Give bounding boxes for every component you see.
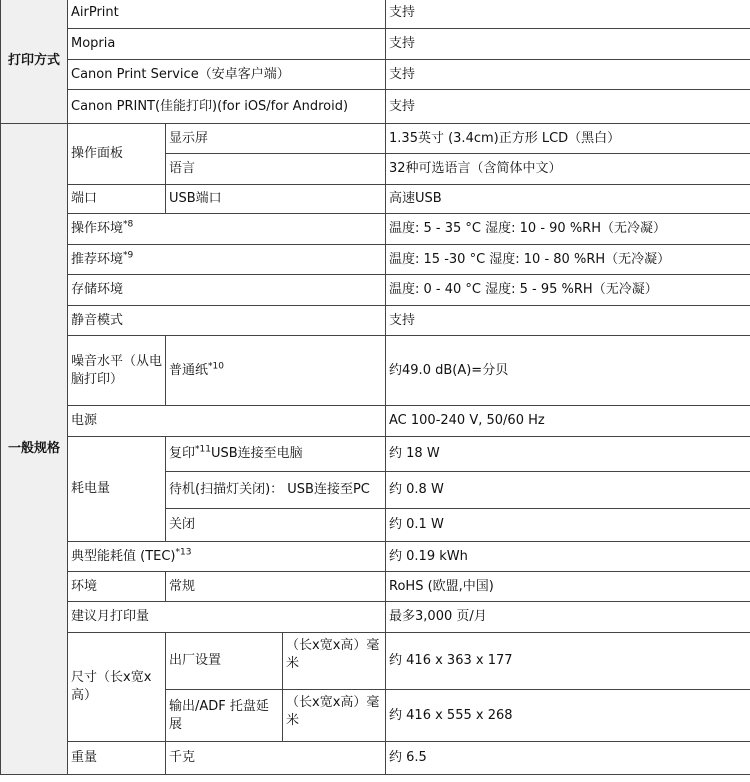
table-row [1,124,750,154]
table-row [1,406,750,437]
row-label-airprint: AirPrint [68,0,386,29]
row-label-canon-print-app: Canon PRINT(佳能打印)(for iOS/for Android) [68,90,386,124]
row-value-port: 高速USB [386,185,750,214]
table-row [1,602,750,633]
table-row [1,60,750,90]
row-sub-port: USB端口 [166,185,386,214]
row-value-off: 约 0.1 W [386,509,750,542]
row-value-storage-env: 温度: 0 - 40 °C 湿度: 5 - 95 %RH（无冷凝） [386,275,750,306]
row-sub-environment: 常规 [166,572,386,602]
table-row [1,306,750,336]
row-label-operation-panel: 操作面板 [68,124,166,185]
row-value-language: 32种可选语言（含简体中文） [386,154,750,185]
row-value-factory: 约 416 x 363 x 177 [386,633,750,690]
row-unit-extended: （长x宽x高）毫米 [283,690,386,742]
row-label-recommended-env [68,245,386,275]
row-value-display: 1.35英寸 (3.4cm)正方形 LCD（黑白） [386,124,750,154]
label-text: 推荐环境 [71,251,124,267]
row-value-operating-env: 温度: 5 - 35 °C 湿度: 10 - 90 %RH（无冷凝） [386,214,750,245]
sub-text: 复印 [169,446,196,461]
row-sub-off: 关闭 [166,509,386,542]
row-value-environment: RoHS (欧盟,中国) [386,572,750,602]
row-label-storage-env: 存储环境 [68,275,386,306]
row-value-weight: 约 6.5 [386,742,750,775]
row-value-canon-print-service: 支持 [386,60,750,90]
row-value-power: AC 100-240 V, 50/60 Hz [386,406,750,437]
row-unit-factory: （长x宽x高）毫米 [283,633,386,690]
row-value-quiet-mode: 支持 [386,306,750,336]
row-label-mopria: Mopria [68,29,386,60]
sub-text: USB连接至电脑 [210,446,303,461]
row-value-copy: 约 18 W [386,437,750,472]
table-row [1,437,750,472]
table-row [1,214,750,245]
row-label-quiet-mode: 静音模式 [68,306,386,336]
row-value-airprint: 支持 [386,0,750,29]
row-sub-factory: 出厂设置 [166,633,283,690]
row-label-tec [68,542,386,572]
table-row [1,29,750,60]
table-row [1,275,750,306]
row-label-power: 电源 [68,406,386,437]
label-text: 操作环境 [71,221,124,236]
row-value-monthly-volume: 最多3,000 页/月 [386,602,750,633]
row-value-standby: 约 0.8 W [386,472,750,509]
row-value-extended: 约 416 x 555 x 268 [386,690,750,742]
row-value-mopria: 支持 [386,29,750,60]
section-print-method: 打印方式 [1,0,68,124]
footnote-ref: *10 [208,361,224,372]
row-sub-copy [166,437,386,472]
row-label-monthly-volume: 建议月打印量 [68,602,386,633]
row-value-tec: 约 0.19 kWh [386,542,750,572]
table-row [1,633,750,690]
row-sub-weight: 千克 [166,742,386,775]
section-general: 一般规格 [1,124,68,775]
footnote-ref: *11 [195,444,211,455]
label-text: 典型能耗值 (TEC) [71,548,176,564]
table-row [1,0,750,29]
table-row [1,572,750,602]
sub-text: 普通纸 [169,362,209,378]
table-row [1,90,750,124]
footnote-ref: *8 [123,219,134,230]
table-row [1,742,750,775]
row-label-weight: 重量 [68,742,166,775]
table-row [1,185,750,214]
row-label-port: 端口 [68,185,166,214]
row-label-environment: 环境 [68,572,166,602]
row-label-operating-env [68,214,386,245]
footnote-ref: *9 [123,250,134,261]
table-row [1,542,750,572]
table-row [1,245,750,275]
table-row [1,336,750,406]
row-label-canon-print-service: Canon Print Service（安卓客户端） [68,60,386,90]
row-label-noise: 噪音水平（从电脑打印） [68,336,166,406]
row-sub-extended: 输出/ADF 托盘延展 [166,690,283,742]
row-sub-standby: 待机(扫描灯关闭)： USB连接至PC [166,472,386,509]
row-label-dimensions: 尺寸（长x宽x高） [68,633,166,742]
row-value-recommended-env: 温度: 15 -30 °C 湿度: 10 - 80 %RH（无冷凝） [386,245,750,275]
row-sub-display: 显示屏 [166,124,386,154]
row-value-noise: 约49.0 dB(A)=分贝 [386,336,750,406]
row-label-consumption: 耗电量 [68,437,166,542]
row-value-canon-print-app: 支持 [386,90,750,124]
row-sub-noise [166,336,386,406]
footnote-ref: *13 [175,547,192,558]
row-sub-language: 语言 [166,154,386,185]
